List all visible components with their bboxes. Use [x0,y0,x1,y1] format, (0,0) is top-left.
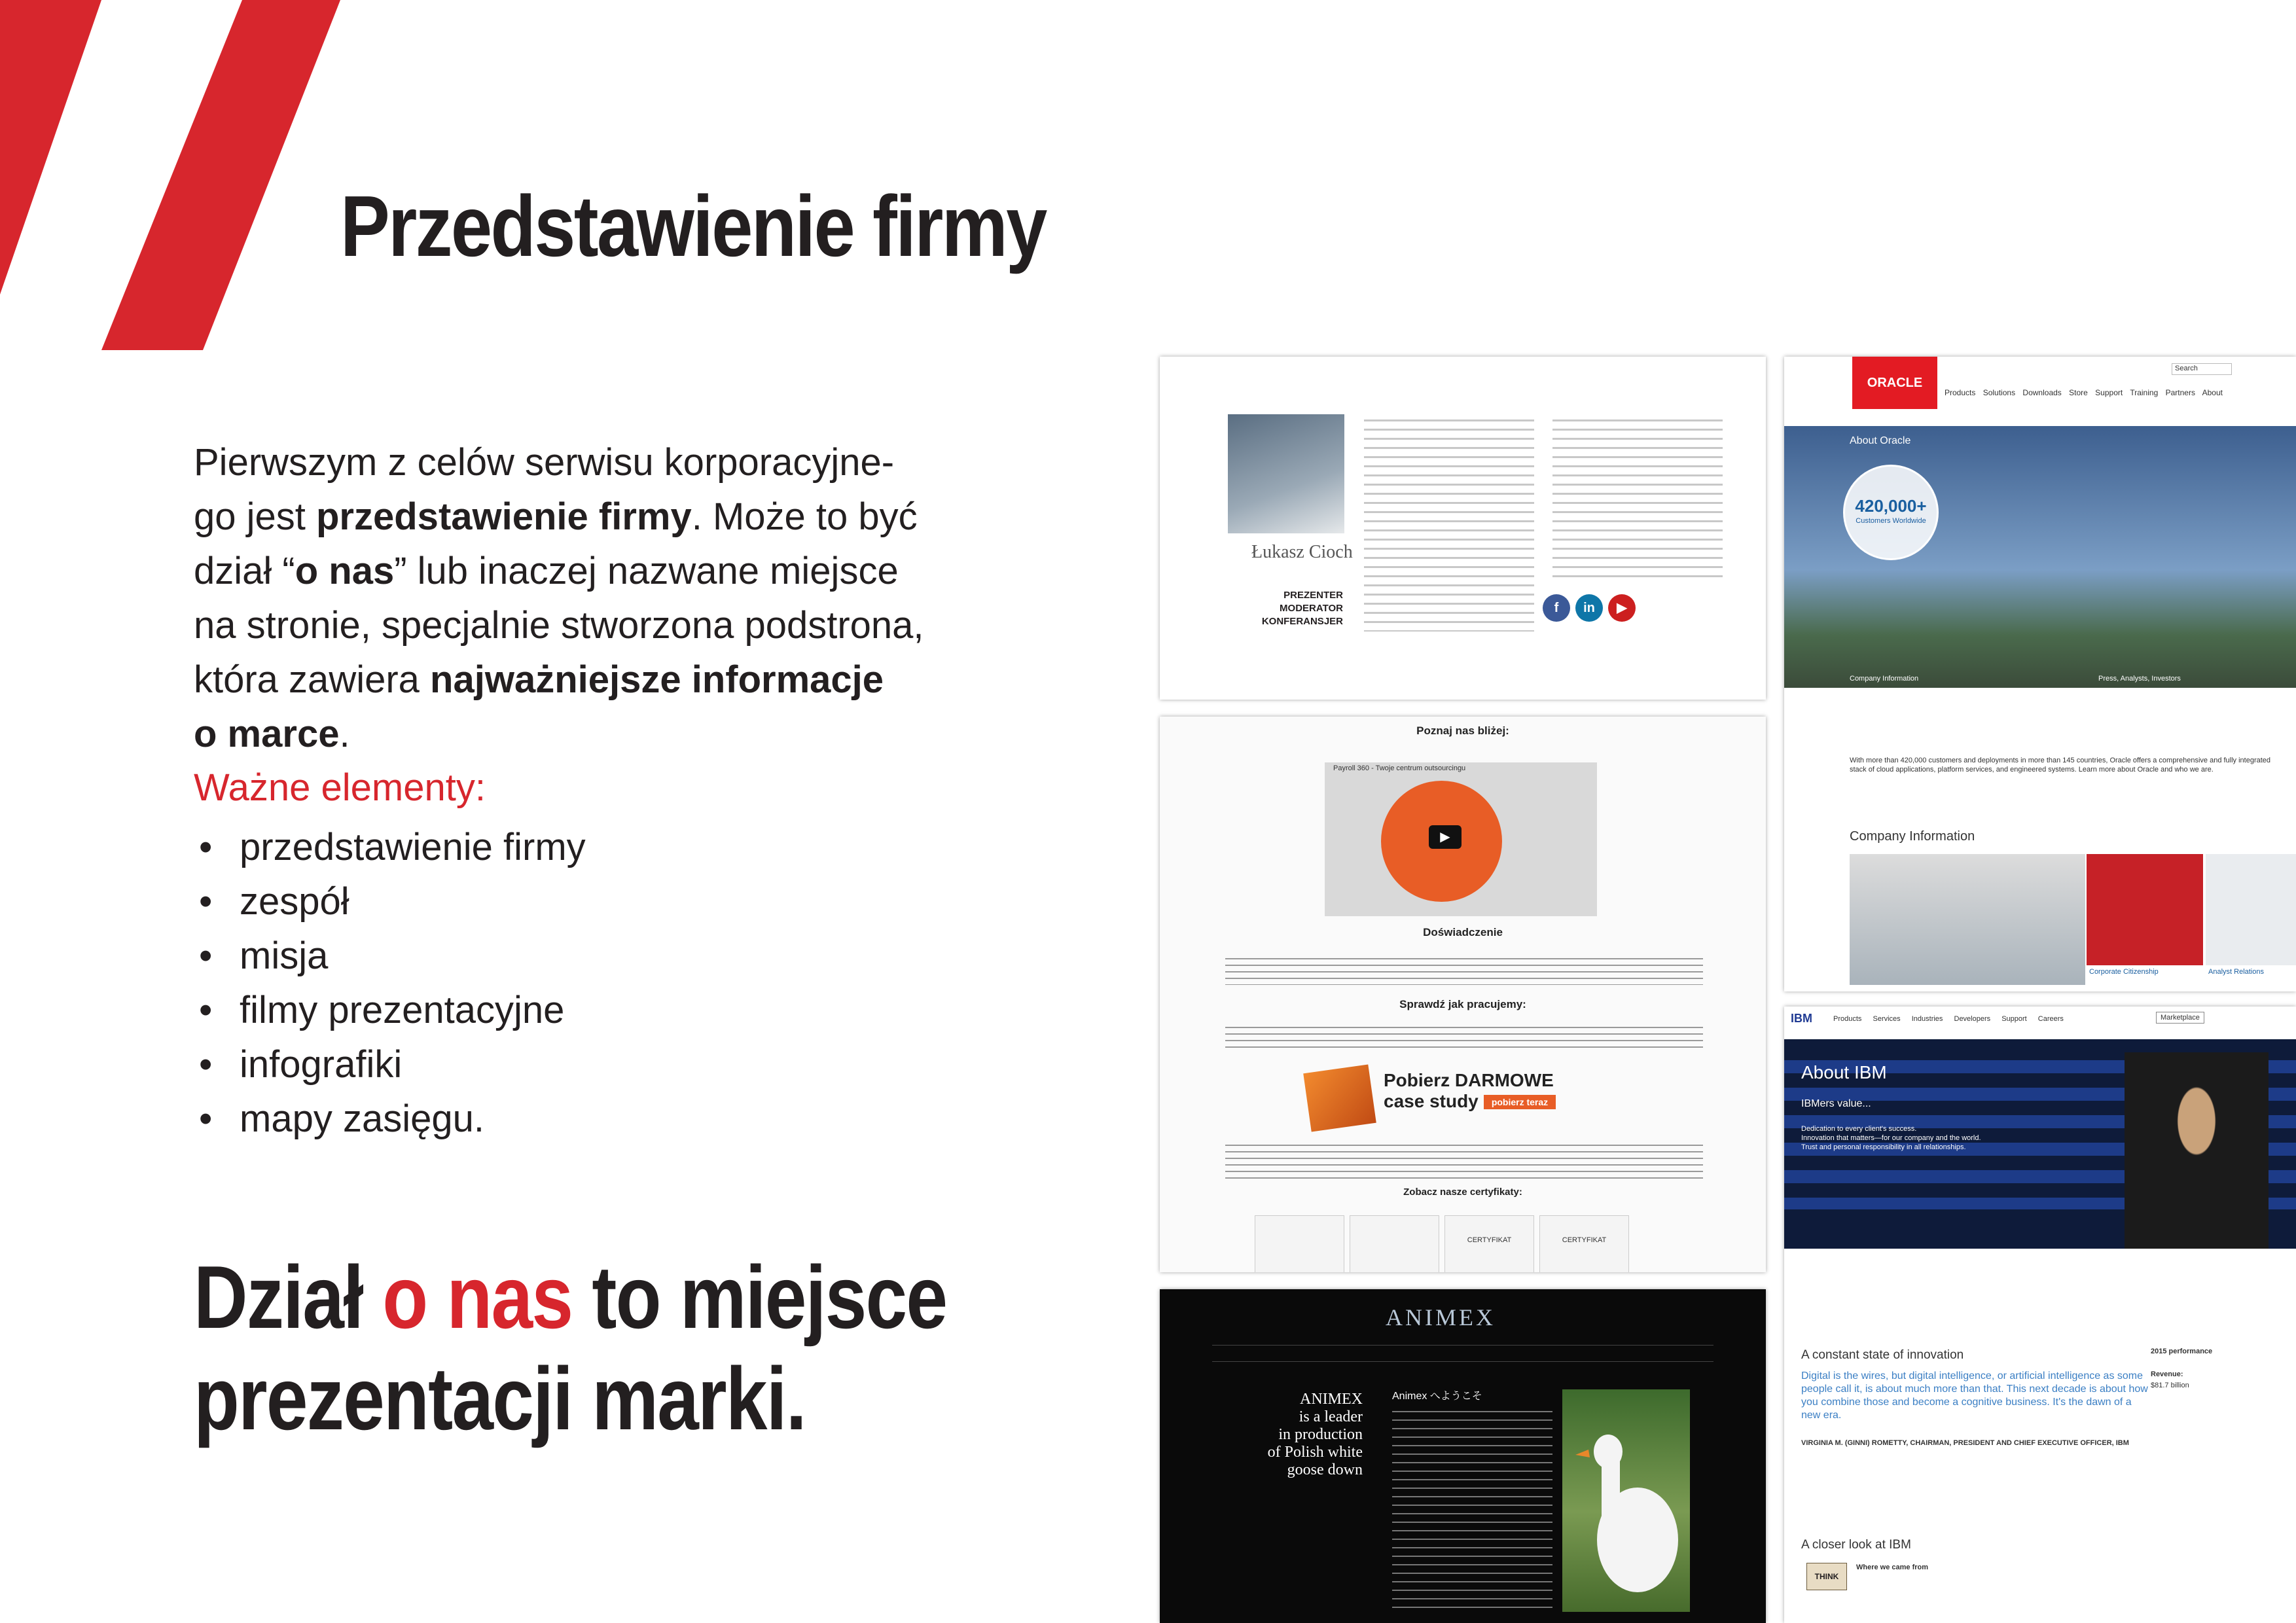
text-block [1225,1142,1703,1181]
text-column [1552,416,1723,579]
list-item: • mapy zasięgu. [194,1092,586,1146]
revenue-value: $81.7 billion [2151,1382,2189,1389]
presenter-roles: PREZENTER MODERATOR KONFERANSJER [1261,590,1343,627]
hero-values: Dedication to every client's success. Innovation that matters—for our company and the world. Trust and personal responsibility in all relationships. [1801,1125,1981,1151]
analyst-thumbnail[interactable] [2206,854,2296,965]
customers-link[interactable]: Customers, Partners, Communities [1850,696,1962,704]
navigation-bar[interactable] [1212,1345,1713,1362]
intro-paragraph: Pierwszym z celów serwisu korporacyjne- go jest przedstawienie firmy. Może to być dział “o nas” lub inaczej nazwane miejsce na stronie, specjalnie stworzona podstrona, która zawiera najważniejsze informacje o marce. [194,441,924,755]
main-navigation[interactable]: Products Solutions Downloads Store Support Training Partners About [1945,388,2223,397]
linkedin-icon[interactable]: in [1575,594,1603,622]
section-heading: Doświadczenie [1423,926,1503,938]
office-photo[interactable] [1850,854,2085,985]
revenue-label: Revenue: [2151,1370,2183,1378]
oracle-logo[interactable]: ORACLE [1852,357,1937,409]
download-button[interactable]: pobierz teraz [1484,1095,1556,1109]
presenter-website-screenshot [1160,357,1766,700]
main-navigation[interactable]: Products Services Industries Developers Support Careers [1833,1015,2064,1023]
cta-text: Pobierz DARMOWE case study [1384,1070,1554,1111]
company-info-heading: Company Information [1850,829,1975,844]
speaker-photo [2125,1052,2269,1249]
innovation-heading: A constant state of innovation [1801,1348,1964,1362]
hero-title: About IBM [1801,1062,1887,1082]
text-column [1364,416,1534,632]
ibm-logo[interactable]: IBM [1791,1012,1812,1025]
list-item: • filmy prezentacyjne [194,983,586,1037]
video-title: Payroll 360 - Twoje centrum outsourcingu [1333,764,1466,772]
list-item: • zespół [194,874,586,929]
animex-website-screenshot [1160,1289,1766,1623]
case-study-image [1303,1064,1376,1132]
animex-logo[interactable]: ANIMEX [1386,1304,1496,1330]
press-link[interactable]: Press, Analysts, Investors [2098,675,2181,683]
careers-link[interactable]: Careers at Oracle [2098,696,2155,704]
payroll-website-screenshot [1160,717,1766,1272]
oracle-blurb: With more than 420,000 customers and deployments in more than 145 countries, Oracle offers a comprehensive and fully integrated stack of cloud applications, platform services, and engineered systems. Learn more about Oracle and who we are. [1850,757,2271,774]
performance-heading: 2015 performance [2151,1347,2213,1355]
facebook-icon[interactable]: f [1543,594,1570,622]
company-info-link[interactable]: Company Information [1850,675,1919,683]
list-item: • infografiki [194,1037,586,1092]
list-item: • przedstawienie firmy [194,820,586,874]
hero-subtitle: IBMers value... [1801,1098,1871,1109]
marketplace-button[interactable]: Marketplace [2156,1012,2204,1024]
corporate-citizenship-link[interactable]: Corporate Citizenship [2089,968,2159,976]
text-block [1392,1407,1552,1610]
certificate-thumbnail[interactable] [1350,1215,1439,1272]
history-link[interactable]: Where we came from [1856,1563,1929,1571]
page-title: Przedstawienie firmy [340,178,1046,274]
tagline: Dział o nas to miejsce prezentacji marki. [194,1247,947,1448]
list-item: • misja [194,929,586,983]
think-sign-image[interactable]: THINK [1806,1563,1847,1590]
text-block [1225,1024,1703,1049]
closer-look-heading: A closer look at IBM [1801,1538,1911,1552]
oracle-website-screenshot [1784,357,2296,991]
ibm-website-screenshot [1784,1007,2296,1623]
text-block [1225,955,1703,985]
quote-author: VIRGINIA M. (GINNI) ROMETTY, CHAIRMAN, PRESIDENT AND CHIEF EXECUTIVE OFFICER, IBM [1801,1439,2129,1447]
analyst-relations-link[interactable]: Analyst Relations [2208,968,2264,976]
animex-heading: Animex へようこそ [1392,1391,1482,1402]
youtube-icon[interactable]: ▶ [1608,594,1636,622]
ceo-quote: Digital is the wires, but digital intelligence, or artificial intelligence as some people call it, is about much more than that. This next decade is about how you combine those and become a cognitive business. It's the dawn of a new era. [1801,1370,2148,1421]
certificate-thumbnail[interactable]: CERTYFIKAT [1444,1215,1534,1272]
section-title: About Oracle [1850,435,1911,446]
certificate-thumbnail[interactable]: CERTYFIKAT [1539,1215,1629,1272]
oracle-hero-image [1784,426,2296,688]
search-input[interactable]: Search [2172,363,2232,375]
elements-heading: Ważne elementy: [194,766,486,809]
certificate-thumbnail[interactable] [1255,1215,1344,1272]
presenter-photo [1228,414,1344,533]
section-heading: Sprawdź jak pracujemy: [1399,998,1526,1010]
customers-stat-badge: 420,000+ Customers Worldwide [1843,465,1939,560]
red-stripes-decoration [0,0,367,366]
presenter-name: Łukasz Cioch [1251,542,1353,562]
team-photo[interactable] [2087,854,2203,965]
goose-photo [1562,1389,1690,1612]
section-heading: Zobacz nasze certyfikaty: [1403,1186,1522,1198]
section-heading: Poznaj nas bliżej: [1416,724,1509,737]
play-icon[interactable]: ▶ [1429,825,1462,849]
animex-intro: ANIMEX is a leader in production of Polish white goose down [1267,1391,1363,1478]
elements-list [194,820,586,1146]
